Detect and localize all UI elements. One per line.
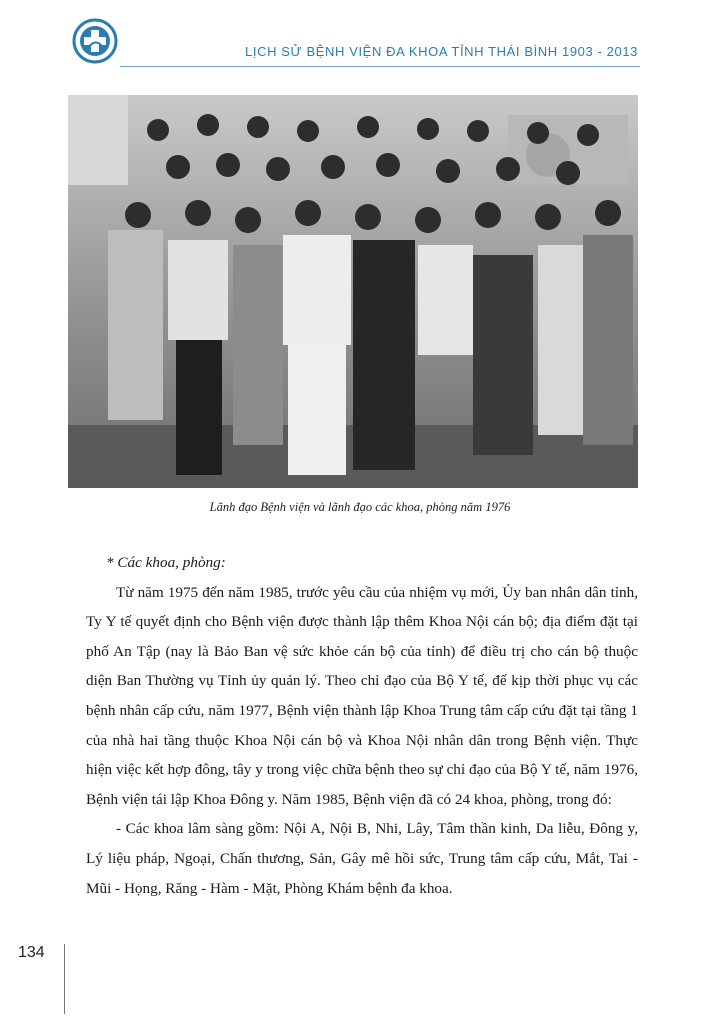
footer-divider <box>64 944 65 1014</box>
body-paragraph: Từ năm 1975 đến năm 1985, trước yêu cầu của nhiệm vụ mới, Ủy ban nhân dân tỉnh, Ty Y tế quyết định cho Bệnh viện được thành lập thêm Khoa Nội cán bộ; địa điểm đặt tại phố An Tập (nay là Bảo Ban vệ sức khỏe cán bộ của tỉnh) để điều trị cho cán bộ thuộc diện Ban Thường vụ Tỉnh ủy quản lý. Theo chỉ đạo của Bộ Y tế, để kịp thời phục vụ các bệnh nhân cấp cứu, năm 1977, Bệnh viện thành lập Khoa Trung tâm cấp cứu đặt tại tầng 1 của nhà hai tầng thuộc Khoa Nội cán bộ và Khoa Nội nhân dân trong Bệnh viện. Thực hiện việc kết hợp đông, tây y trong việc chữa bệnh theo sự chỉ đạo của Bộ Y tế, năm 1976, Bệnh viện tái lập Khoa Đông y. Năm 1985, Bệnh viện đã có 24 khoa, phòng, trong đó: <box>86 583 638 808</box>
body-text <box>86 548 638 903</box>
body-paragraph: - Các khoa lâm sàng gồm: Nội A, Nội B, Nhi, Lây, Tâm thần kinh, Da liễu, Đông y, Lý liệu pháp, Ngoại, Chấn thương, Sản, Gây mê hồi sức, Trung tâm cấp cứu, Mắt, Tai - Mũi - Họng, Răng - Hàm - Mặt, Phòng Khám bệnh đa khoa. <box>86 820 638 897</box>
group-photo <box>68 95 638 488</box>
photo-caption: Lãnh đạo Bệnh viện và lãnh đạo các khoa, phòng năm 1976 <box>209 500 511 514</box>
running-header-title: LỊCH SỬ BỆNH VIỆN ĐA KHOA TỈNH THÁI BÌNH 1903 - 2013 <box>245 44 638 59</box>
header-divider <box>120 66 640 67</box>
page-number: 134 <box>18 944 45 961</box>
section-subhead: * Các khoa, phòng: <box>106 554 226 571</box>
hospital-cross-logo-icon <box>72 18 118 64</box>
group-photo-illustration <box>68 95 638 488</box>
